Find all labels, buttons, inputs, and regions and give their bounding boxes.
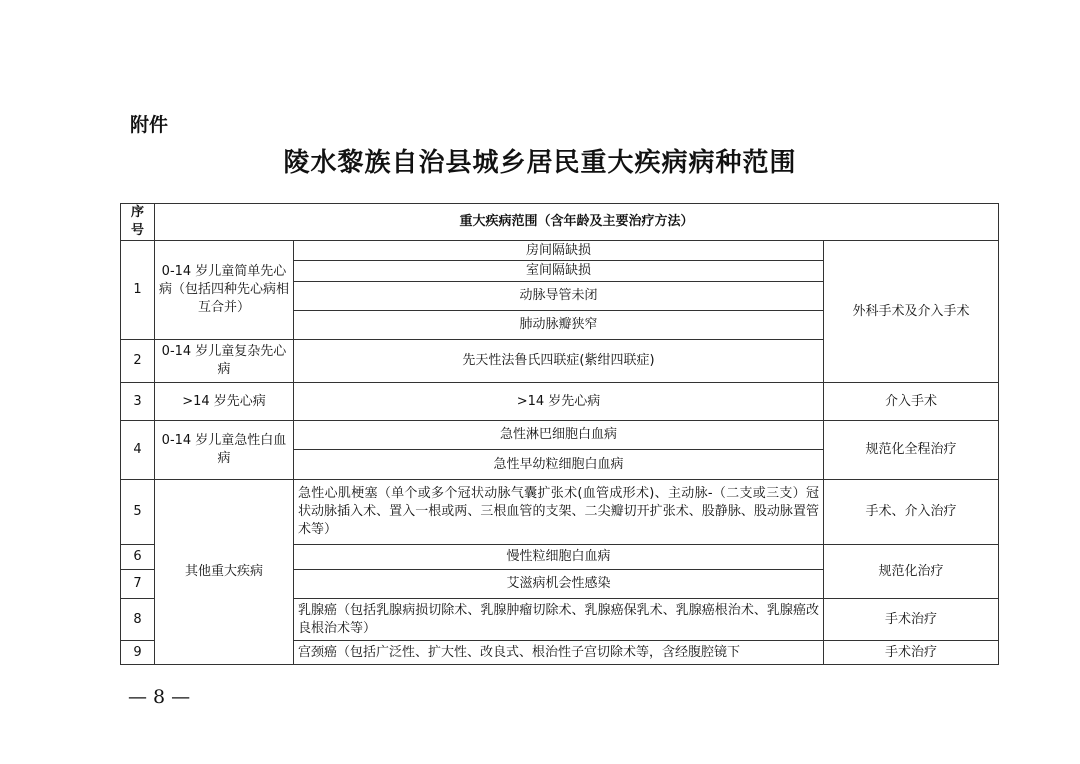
row-no: 4 bbox=[121, 421, 155, 480]
page-number: — 8 — bbox=[128, 686, 191, 708]
disease-cell: 宫颈癌（包括广泛性、扩大性、改良式、根治性子宫切除术等，含经腹腔镜下 bbox=[294, 641, 824, 665]
table-row bbox=[121, 421, 999, 450]
row-no: 7 bbox=[121, 570, 155, 599]
treatment-cell: 手术治疗 bbox=[824, 599, 999, 641]
table-row bbox=[121, 241, 999, 261]
header-scope: 重大疾病范围（含年龄及主要治疗方法） bbox=[155, 204, 999, 241]
page-title: 陵水黎族自治县城乡居民重大疾病病种范围 bbox=[283, 148, 797, 178]
group-name: 其他重大疾病 bbox=[155, 480, 294, 665]
disease-cell: 慢性粒细胞白血病 bbox=[294, 545, 824, 570]
disease-cell: 肺动脉瓣狭窄 bbox=[294, 311, 824, 340]
row-no: 2 bbox=[121, 340, 155, 383]
disease-cell: 急性早幼粒细胞白血病 bbox=[294, 450, 824, 480]
disease-cell: 急性淋巴细胞白血病 bbox=[294, 421, 824, 450]
disease-cell: 动脉导管未闭 bbox=[294, 282, 824, 311]
treatment-cell: 外科手术及介入手术 bbox=[824, 241, 999, 383]
group-name: >14 岁先心病 bbox=[155, 383, 294, 421]
table-row bbox=[121, 383, 999, 421]
treatment-cell: 规范化治疗 bbox=[824, 545, 999, 599]
group-name: 0-14 岁儿童急性白血病 bbox=[155, 421, 294, 480]
disease-cell: 急性心肌梗塞（单个或多个冠状动脉气囊扩张术(血管成形术)、主动脉-（二支或三支）冠状动脉插入术、置入一根或两、三根血管的支架、二尖瓣切开扩张术、股静脉、股动脉置管术等） bbox=[294, 480, 824, 545]
disease-cell: 乳腺癌（包括乳腺病损切除术、乳腺肿瘤切除术、乳腺癌保乳术、乳腺癌根治术、乳腺癌改良根治术等） bbox=[294, 599, 824, 641]
disease-cell: 室间隔缺损 bbox=[294, 261, 824, 282]
disease-cell: 先天性法鲁氏四联症(紫绀四联症) bbox=[294, 340, 824, 383]
table-header-row bbox=[121, 204, 999, 241]
attachment-label: 附件 bbox=[130, 114, 169, 136]
disease-cell: 艾滋病机会性感染 bbox=[294, 570, 824, 599]
row-no: 9 bbox=[121, 641, 155, 665]
treatment-cell: 手术治疗 bbox=[824, 641, 999, 665]
treatment-cell: 手术、介入治疗 bbox=[824, 480, 999, 545]
group-name: 0-14 岁儿童复杂先心病 bbox=[155, 340, 294, 383]
disease-table bbox=[120, 203, 999, 665]
row-no: 3 bbox=[121, 383, 155, 421]
row-no: 5 bbox=[121, 480, 155, 545]
disease-cell: >14 岁先心病 bbox=[294, 383, 824, 421]
table-row bbox=[121, 480, 999, 545]
row-no: 6 bbox=[121, 545, 155, 570]
group-name: 0-14 岁儿童简单先心病（包括四种先心病相互合并） bbox=[155, 241, 294, 340]
row-no: 1 bbox=[121, 241, 155, 340]
treatment-cell: 规范化全程治疗 bbox=[824, 421, 999, 480]
treatment-cell: 介入手术 bbox=[824, 383, 999, 421]
disease-cell: 房间隔缺损 bbox=[294, 241, 824, 261]
header-no: 序号 bbox=[121, 204, 155, 241]
row-no: 8 bbox=[121, 599, 155, 641]
